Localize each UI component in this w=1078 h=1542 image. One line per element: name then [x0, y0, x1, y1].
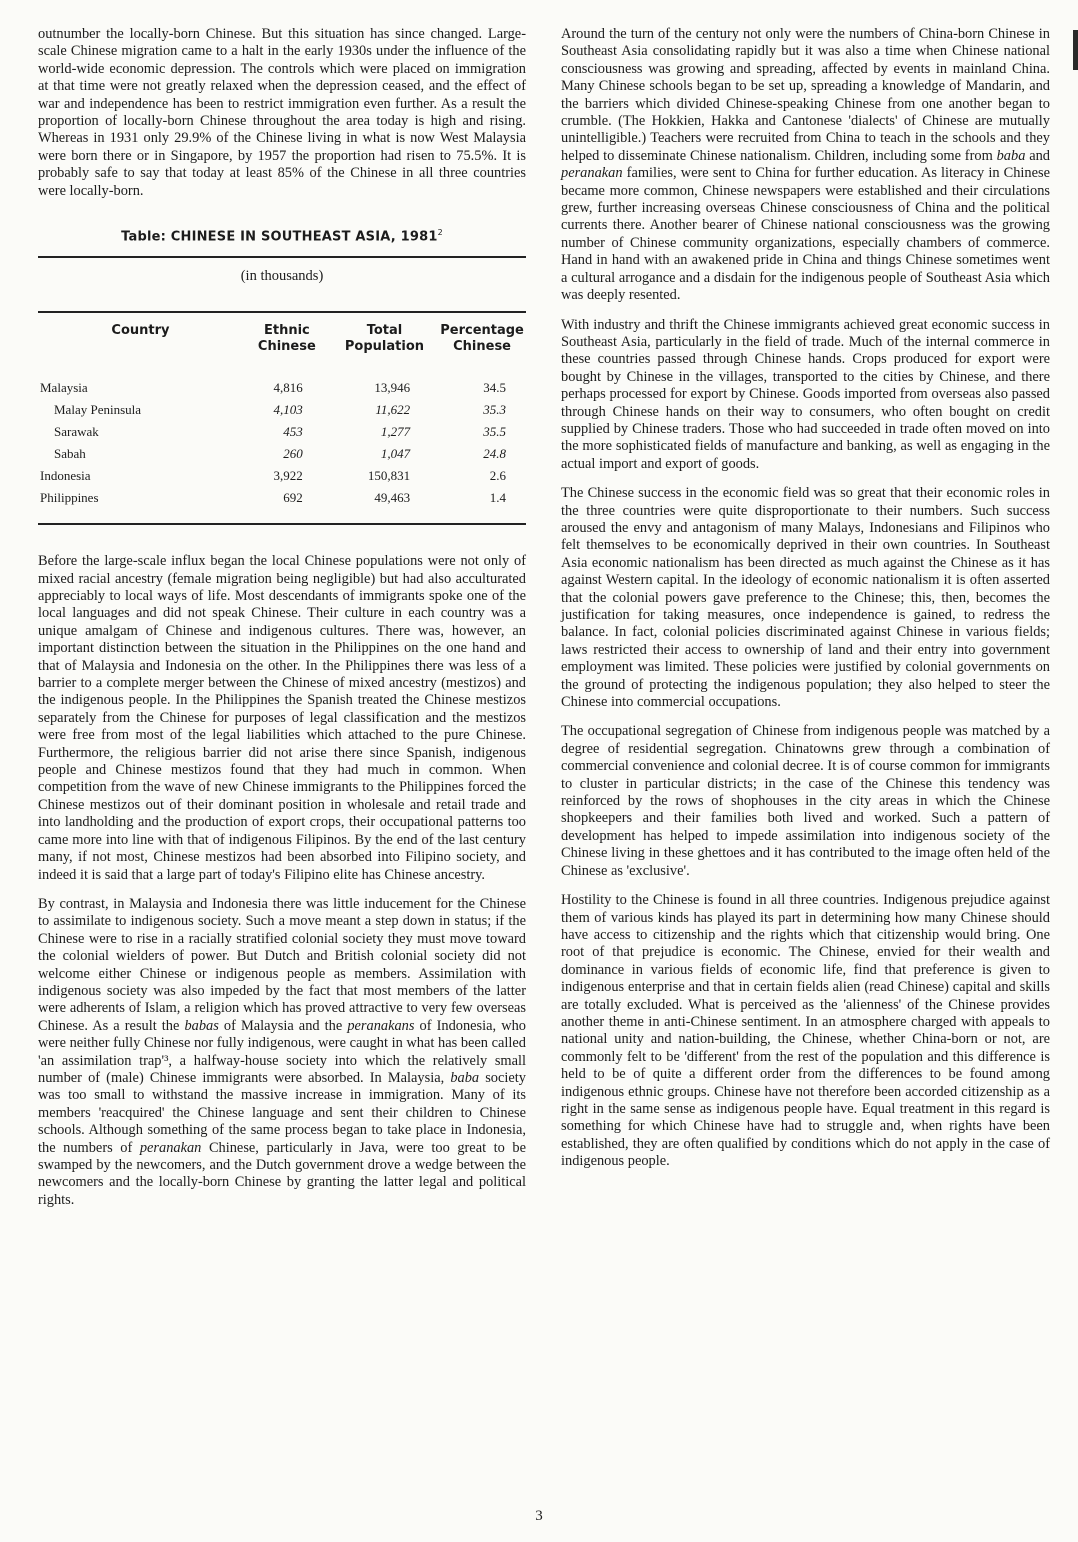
table-row: [38, 399, 526, 421]
table-top-rule: [38, 256, 526, 258]
header-country-label: Country: [111, 323, 170, 339]
cell-country: Sabah: [54, 446, 86, 462]
paragraph-nationalism: [561, 26, 1050, 305]
paragraph-intro: outnumber the locally-born Chinese. But this situation has since changed. Large-scale Chinese migration came to a halt in the early 1930s under the influence of the world-wide economic depression. The controls which were placed on immigration at that time were not greatly relaxed when the depression ceased, and the effect of war and independence has been to restrict immigration even further. As a result the proportion of locally-born Chinese throughout the area today is high and rising. Whereas in 1931 only 29.9% of the Chinese living in what is now West Malaysia were born there or in Singapore, by 1957 the proportion had risen to 75.5%. It is probably safe to say that today at least 85% of the Chinese in all three countries were locally-born.: [38, 26, 526, 199]
table-title-text: Table: CHINESE IN SOUTHEAST ASIA, 1981: [121, 229, 438, 245]
paragraph-trade: With industry and thrift the Chinese immigrants achieved great economic success in Southeast Asia, particularly in the field of trade. Much of the internal commerce in these countries passed through Chinese hands. Crops produced for export were bought by Chinese in the villages, transported to the cities by Chinese, and there perhaps processed for export by Chinese. Goods imported from overseas also passed through Chinese hands on their way to consumers, who often bought on credit supplied by Chinese traders. Those who had succeeded in trade often moved on into the more sophisticated fields of manufacture and banking, as well as engaging in the actual import and export of goods.: [561, 316, 1050, 472]
cell-pct: 2.6: [489, 468, 506, 484]
cell-total: 11,622: [375, 402, 411, 418]
cell-total: 49,463: [374, 490, 411, 506]
paragraph-hostility: Hostility to the Chinese is found in all three countries. Indigenous prejudice against them of various kinds has played its part in determining how many Chinese should have access to citizenship and the rights which that citizenship would bring. One root of that prejudice is economic. The Chinese, envied for their wealth and dominance in various fields of economic life, find that preference is given to indigenous enterprise and that in certain fields alien (read Chinese) capital and skills are totally excluded. What is perceived as the 'alienness' of the Chinese provides another theme in anti-Chinese sentiment. In an atmosphere charged with appeals to national unity and nation-building, the Chinese, whether China-born or not, are commonly felt to be 'different' from the rest of the population and this difference is held to be of quite a different order from the differences to be found among indigenous ethnic groups. Chinese have not therefore been accorded citizenship as a right in the same sense as indigenous people have. Equal treatment in this regard is something for which Chinese have had to struggle and, when rights have been established, they are often qualified by conditions which do not apply in the case of indigenous people.: [561, 892, 1050, 1170]
cell-country: Indonesia: [40, 468, 91, 484]
header-total-population: [331, 313, 438, 377]
cell-pct: 34.5: [483, 380, 506, 396]
cell-total: 13,946: [374, 380, 411, 396]
header-ethnic-line2: Chinese: [257, 339, 316, 355]
cell-pct: 35.3: [483, 402, 506, 418]
table-header-row: [38, 313, 526, 377]
cell-ethnic: 4,816: [273, 380, 303, 396]
paragraph-mixed-ancestry: Before the large-scale influx began the local Chinese populations were not only of mixed racial ancestry (female migration being negligible) but had also acculturated appreciably to local ways of life. Most descendants of immigrants spoke one of the local languages and did not speak Chinese. Their culture in each country was a unique amalgam of Chinese and indigenous cultures. There was, however, an important distinction between the situation in the Philippines on the one hand and that of Malaysia and Indonesia on the other. In the Philippines there was less of a barrier to a complete merger between the Chinese of mixed ancestry (mestizos) and the indigenous people. In the Philippines the Spanish treated the Chinese mestizos separately from the Chinese for purposes of legal classification and the mestizos were free from most of the legal liabilities which attached to the pure Chinese. Furthermore, the religious barrier did not arise there since Spanish, indigenous people and Chinese mestizos found that they had much in common. When competition from the wave of new Chinese immigrants to the Philippines forced the Chinese mestizos out of their dominant position in wholesale and retail trade and into landholding and the production of export crops, their occupational patterns too came more into line with that of indigenous Filipinos. By the end of the last century many, if not most, Chinese mestizos had been absorbed into Filipino society, and indeed it is said that a large part of today's Filipino elite has Chinese ancestry.: [38, 553, 526, 883]
text-run: By contrast, in Malaysia and Indonesia there was little inducement for the Chinese to assimilate to indigenous society. Such a move meant a step down in status; if the Chinese were to rise in a racially stratified colonial society they must move toward the colonial wielders of power. But Dutch and British colonial society did not welcome either Chinese or indigenous people as members. Assimilation with indigenous society was also impeded by the fact that most members of the latter were adherents of Islam, a religion which has proved attractive to very few overseas Chinese. As a result the: [38, 895, 526, 1034]
paragraph-economic-nationalism: The Chinese success in the economic field was so great that their economic roles in the three countries were quite disproportionate to their numbers. Such success aroused the envy and antagonism of many Malays, Indonesians and Filipinos who felt themselves to be economically deprived in their own countries. In Southeast Asia economic nationalism has been directed as much against the Chinese as it has against Western capital. In the ideology of economic nationalism it is often asserted that the colonial powers gave preference to the Chinese; this, then, becomes the justification for taking measures, once independence is gained, to redress the balance. In fact, colonial policies discriminated against Chinese in various fields; laws restricted their access to ownership of land and their entry into government employment was limited. These policies were justified by colonial governments on the ground of protecting the indigenous population; they also helped to steer the Chinese into commercial occupations.: [561, 485, 1050, 711]
text-run: of Malaysia and the: [218, 1017, 348, 1034]
cell-total: 150,831: [367, 468, 411, 484]
header-country: [38, 313, 243, 377]
italic-term: peranakan: [561, 165, 623, 182]
text-run: Chinese, particularly in Java, were too great to be swamped by the newcomers, and the Dutch government drove a wedge between the newcomers and the locally-born Chinese by granting the latter legal and political rights.: [38, 1139, 526, 1208]
cell-pct: 24.8: [483, 446, 506, 462]
cell-country: Malay Peninsula: [54, 402, 142, 418]
table-row: [38, 443, 526, 465]
table-row: [38, 487, 526, 509]
cell-pct: 1.4: [489, 490, 506, 506]
italic-term: peranakans: [347, 1017, 415, 1034]
cell-country: Sarawak: [54, 424, 99, 440]
page-number: 3: [535, 1508, 543, 1524]
header-pct-line2: Chinese: [453, 339, 512, 355]
italic-term: babas: [184, 1017, 219, 1034]
text-run: families, were sent to China for further education. As literacy in Chinese became more common, Chinese newspapers were established and their circulations grew, further increasing overseas Chinese consciousness of China and the political currents there. Another bearer of Chinese national consciousness was the growing number of Chinese community organizations, especially chambers of commerce. Hand in hand with an awakened pride in China and things Chinese sometimes went a cultural arrogance and a disdain for the indigenous people of Southeast Asia which was deeply resented.: [561, 165, 1050, 304]
header-percentage-chinese: [438, 313, 526, 377]
italic-term: peranakan: [139, 1139, 202, 1156]
table-footnote-ref: 2: [437, 228, 443, 238]
chinese-population-table: [38, 224, 526, 525]
text-run: Around the turn of the century not only were the numbers of China-born Chinese in Southeast Asia consolidating rapidly but it was also a time when Chinese national consciousness was growing and spreading, affected by events in mainland China. Many Chinese schools began to be set up, spreading a knowledge of Mandarin, and the barriers which divided Chinese-speaking Chinese from one another began to crumble. (The Hokkien, Hakka and Cantonese 'dialects' of Chinese are mutually unintelligible.) Teachers were recruited from China to teach in the schools and they helped to disseminate Chinese nationalism. Children, including some from: [561, 26, 1050, 164]
table-bottom-rule: [38, 523, 526, 525]
right-column: [561, 26, 1050, 1183]
header-total-line1: Total: [366, 323, 403, 339]
cell-ethnic: 3,922: [273, 468, 303, 484]
table-row: [38, 465, 526, 487]
header-total-line2: Population: [344, 339, 425, 355]
cell-total: 1,277: [380, 424, 411, 440]
cell-country: Malaysia: [40, 380, 88, 396]
page-edge-mark: [1073, 30, 1078, 70]
paragraph-by-contrast: [38, 896, 526, 1209]
table-row: [38, 377, 526, 399]
cell-ethnic: 692: [283, 490, 303, 506]
table-row: [38, 421, 526, 443]
header-ethnic-chinese: [243, 313, 331, 377]
cell-ethnic: 453: [283, 424, 303, 440]
cell-country: Philippines: [40, 490, 99, 506]
table-title: [38, 224, 526, 246]
data-table: [38, 313, 526, 509]
cell-total: 1,047: [380, 446, 411, 462]
text-run: and: [1025, 147, 1050, 164]
cell-ethnic: 4,103: [273, 402, 303, 418]
left-column: [38, 26, 526, 1221]
header-ethnic-line1: Ethnic: [263, 323, 310, 339]
text-run: of Indonesia, who were neither fully Chinese nor fully indigenous, were caught in what has been called 'an assimilation trap'³, a halfway-house society into which the relatively small number of (male) Chinese immigrants were absorbed. In Malaysia,: [38, 1017, 526, 1086]
table-spacer: [38, 509, 526, 523]
table-unit: (in thousands): [240, 267, 324, 284]
italic-term: baba: [450, 1069, 480, 1086]
cell-pct: 35.5: [483, 424, 506, 440]
paragraph-segregation: The occupational segregation of Chinese from indigenous people was matched by a degree of residential segregation. Chinatowns grew through a combination of commercial convenience and colonial decree. It is of course common for immigrants to cluster in particular districts; in the case of the Chinese this tendency was reinforced by the rows of shophouses in the city areas in which the Chinese shopkeepers and their families both lived and worked. Such a pattern of development has helped to impede assimilation into indigenous society of the Chinese living in these ghettoes and it has contributed to the image often held of the Chinese as 'exclusive'.: [561, 723, 1050, 879]
header-pct-line1: Percentage: [440, 323, 524, 339]
text-run: society was too small to withstand the massive increase in immigration. Many of its members 'reacquired' the Chinese language and sent their children to Chinese schools. Although something of the same process began to take place in Indonesia, the numbers of: [38, 1069, 526, 1156]
cell-ethnic: 260: [283, 446, 303, 462]
italic-term: baba: [996, 147, 1026, 164]
